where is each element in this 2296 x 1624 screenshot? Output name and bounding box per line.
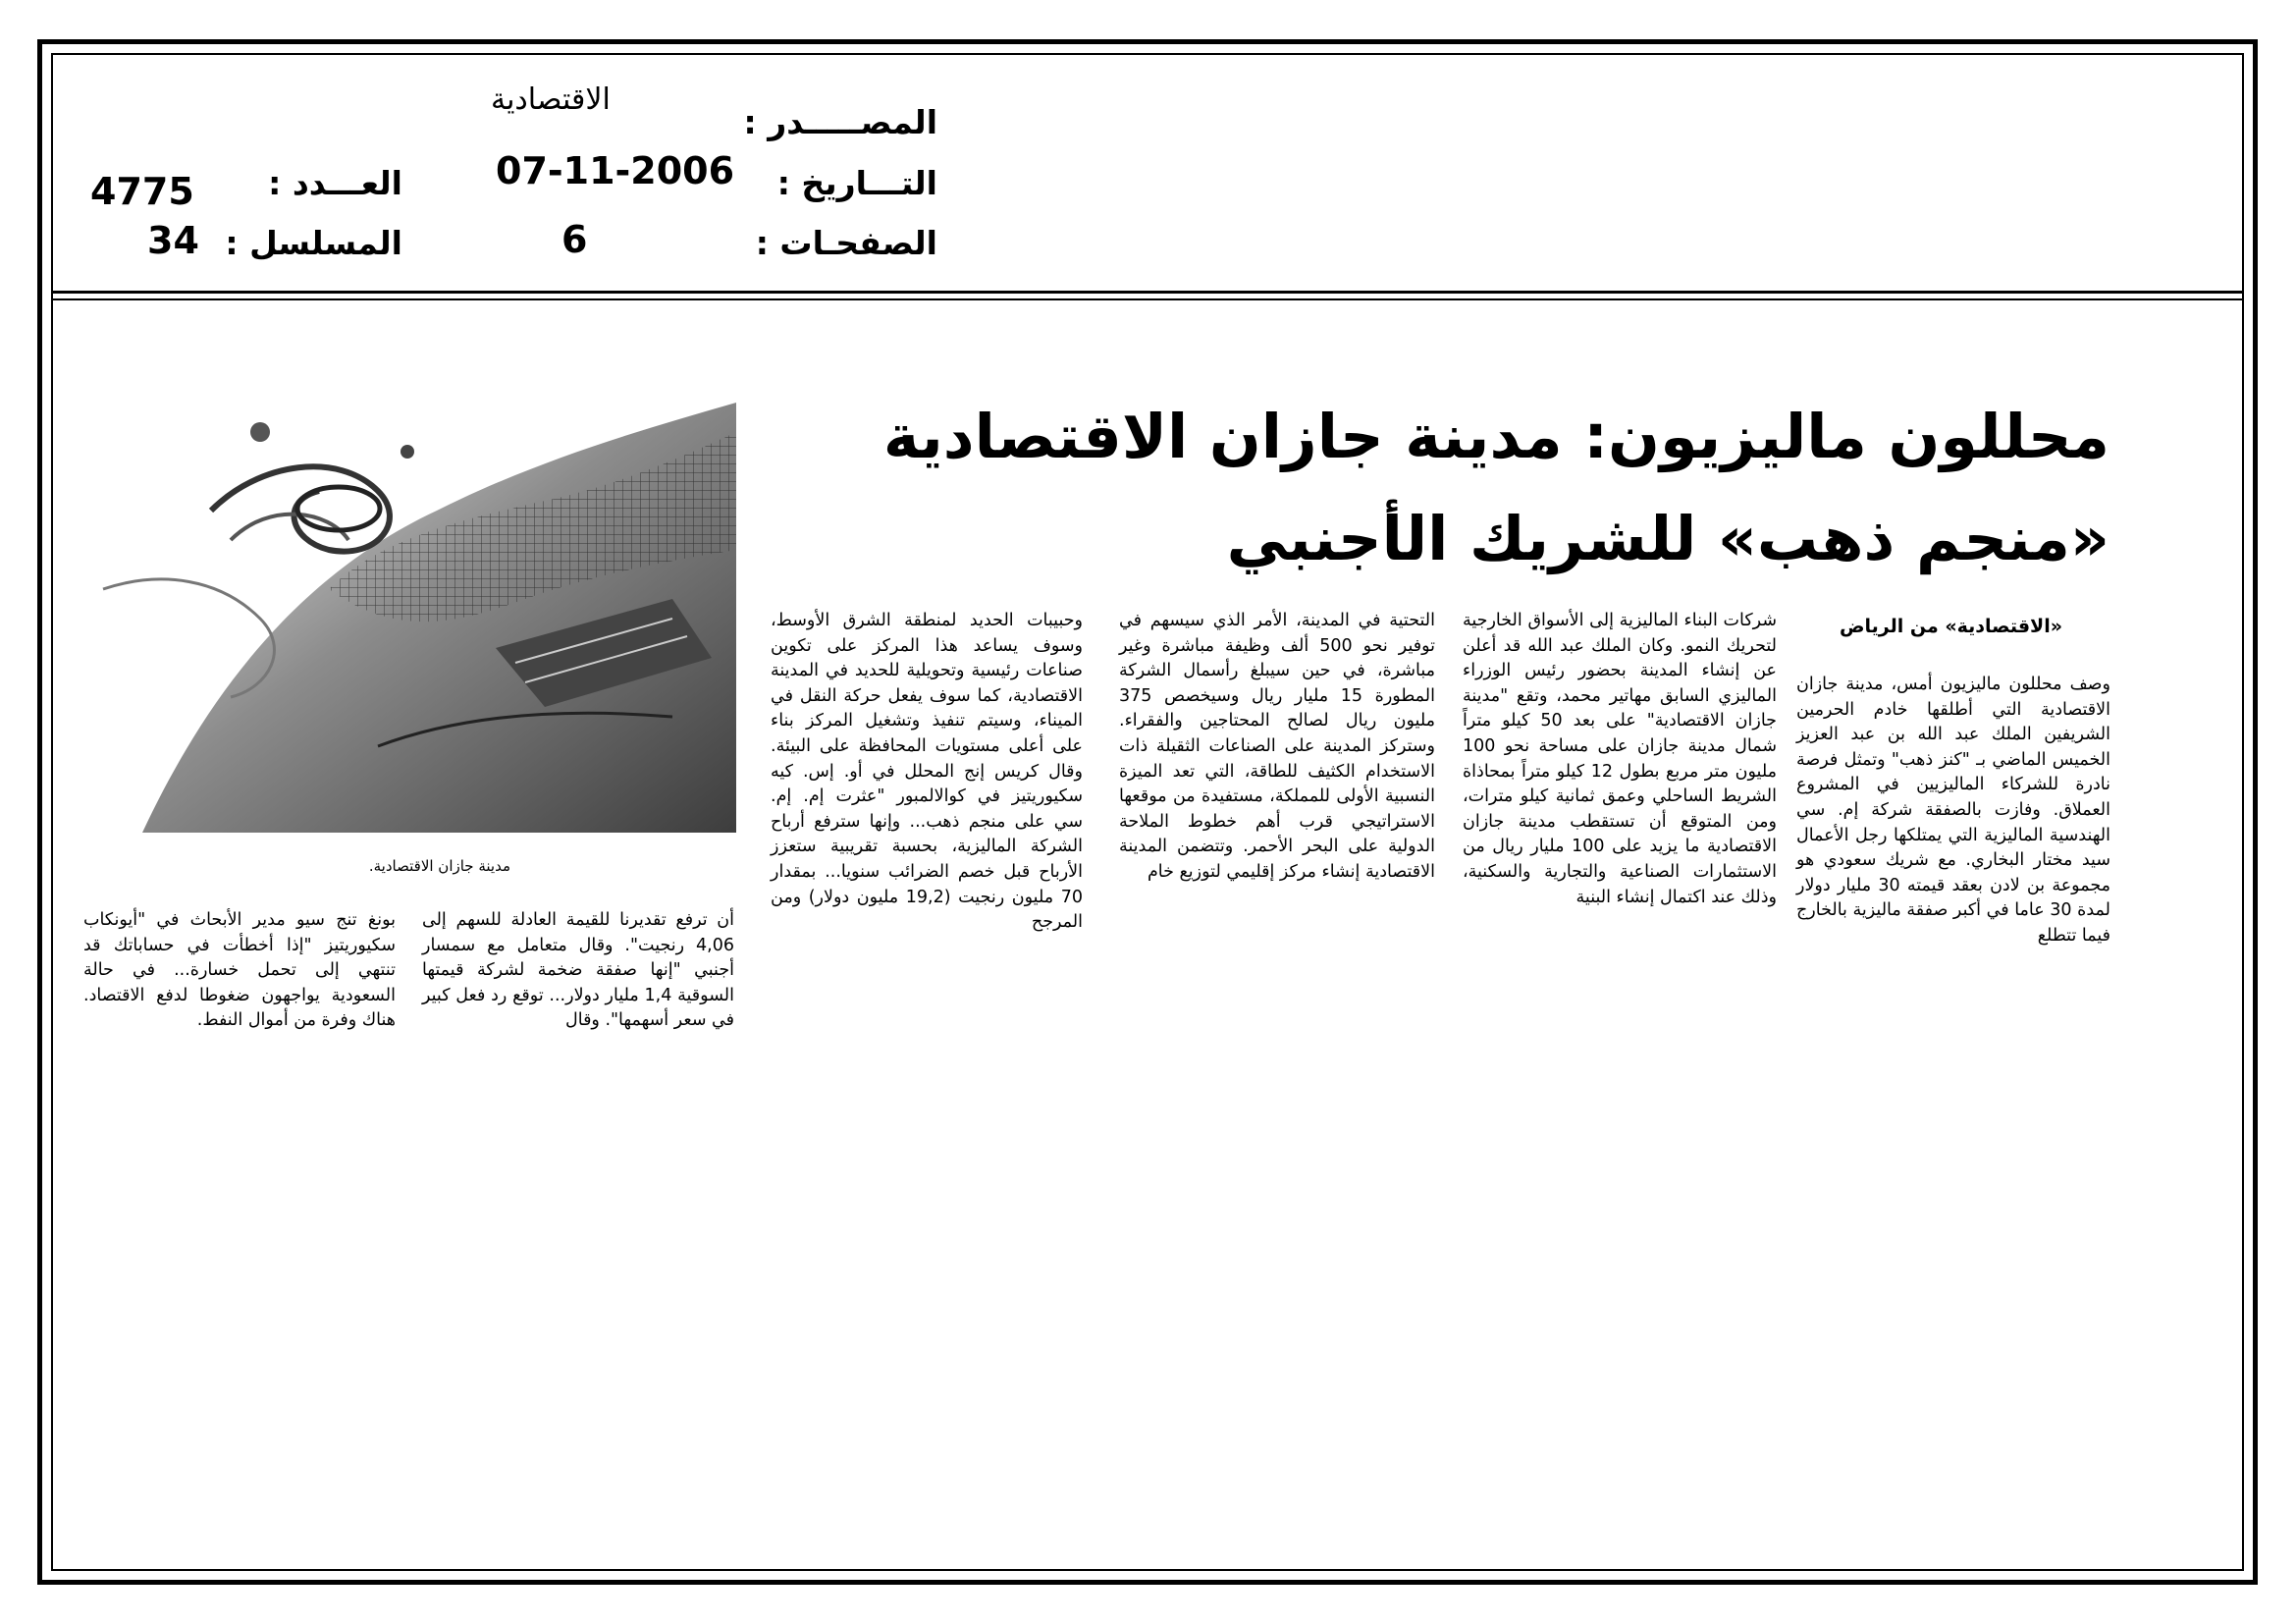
pages-label: الصفحـات :: [755, 224, 937, 262]
issue-value: 4775: [90, 170, 194, 213]
date-value: 07-11-2006: [496, 149, 735, 192]
headline-line-1: محللون ماليزيون: مدينة جازان الاقتصادية: [882, 401, 2109, 472]
photo-caption: مدينة جازان الاقتصادية.: [368, 857, 510, 875]
aerial-city-illustration: [83, 393, 736, 833]
date-label: التـــاريخ :: [776, 164, 937, 202]
article-photo: [83, 393, 736, 833]
article-column-6: بونغ تنج سيو مدير الأبحاث في "أيونكاب سكيوريتيز "إذا أخطأت في حساباتك قد تنتهي إلى تحمل خسارة... في حالة السعودية يواجهون ضغوطا لدفع الاقتصاد. هناك وفرة من أموال النفط.: [83, 910, 396, 1031]
header-divider: [51, 291, 2244, 294]
serial-value: 34: [147, 219, 199, 262]
header-divider-thin: [51, 298, 2244, 300]
issue-label: العـــدد :: [268, 164, 402, 202]
article-column-1: وصف محللون ماليزيون أمس، مدينة جازان الاقتصادية التي أطلقها خادم الحرمين الشريفين الملك عبد الله بن عبد العزيز الخميس الماضي بـ "كنز ذهب" وتمثل فرصة نادرة للشركاء الماليزيين في المشروع العملاق. وفازت بالصفقة شركة إم. سي الهندسية الماليزية التي يمتلكها رجل الأعمال سيد مختار البخاري. مع شريك سعودي هو مجموعة بن لادن بعقد قيمته 30 مليار دولار لمدة 30 عاما في أكبر صفقة ماليزية بالخارج فيما تتطلع: [1796, 675, 2110, 946]
pages-value: 6: [561, 218, 588, 261]
source-value: الاقتصادية: [491, 82, 611, 117]
serial-label: المسلسل :: [225, 224, 402, 262]
headline-line-2: «منجم ذهب» للشريك الأجنبي: [1226, 503, 2109, 574]
article-column-3: التحتية في المدينة، الأمر الذي سيسهم في توفير نحو 500 ألف وظيفة مباشرة وغير مباشرة، في حين سيبلغ رأسمال الشركة المطورة 15 مليار ريال وسيخصص 375 مليون ريال لصالح المحتاجين والفقراء. وستركز المدينة على الصناعات الثقيلة ذات الاستخدام الكثيف للطاقة، التي تعد الميزة النسبية الأولى للمملكة، مستفيدة من موقعها الاستراتيجي قرب أهم خطوط الملاحة الدولية على البحر الأحمر. وتتضمن المدينة الاقتصادية إنشاء مركز إقليمي لتوزيع خام: [1119, 611, 1435, 882]
article-column-4: وحبيبات الحديد لمنطقة الشرق الأوسط، وسوف يساعد هذا المركز على تكوين صناعات رئيسية وتحويلية للحديد في المدينة الاقتصادية، كما سوف يفعل حركة النقل في الميناء، وسيتم تنفيذ وتشغيل المركز بناء على أعلى مستويات المحافظة على البيئة. وقال كريس إنج المحلل في أو. إس. كيه سكيوريتيز في كوالالمبور "عثرت إم. إم. سي على منجم ذهب... وإنها سترفع أرباح الشركة الماليزية، بحسبة تقريبية ستعزز الأرباح قبل خصم الضرائب سنويا... بمقدار 70 مليون رنجيت (19,2 مليون دولار) ومن المرجح: [771, 611, 1083, 933]
article-column-2: شركات البناء الماليزية إلى الأسواق الخارجية لتحريك النمو. وكان الملك عبد الله قد أعلن عن إنشاء المدينة بحضور رئيس الوزراء الماليزي السابق مهاتير محمد، وتقع "مدينة جازان الاقتصادية" على بعد 50 كيلو متراً شمال مدينة جازان على مساحة نحو 100 مليون متر مربع بطول 12 كيلو متراً بمحاذاة الشريط الساحلي وعمق ثمانية كيلو مترات، ومن المتوقع أن تستقطب مدينة جازان الاقتصادية ما يزيد على 100 مليار ريال من الاستثمارات الصناعية والتجارية والسكنية، وذلك عند اكتمال إنشاء البنية: [1463, 611, 1778, 907]
byline: «الاقتصادية» من الرياض: [1839, 616, 2062, 637]
article-column-5: أن ترفع تقديرنا للقيمة العادلة للسهم إلى 4,06 رنجيت". وقال متعامل مع سمسار أجنبي "إنها صفقة ضخمة لشركة قيمتها السوقية 1,4 مليار دولار... توقع رد فعل كبير في سعر أسهمها". وقال: [422, 910, 734, 1031]
source-label: المصـــــدر :: [743, 103, 937, 141]
